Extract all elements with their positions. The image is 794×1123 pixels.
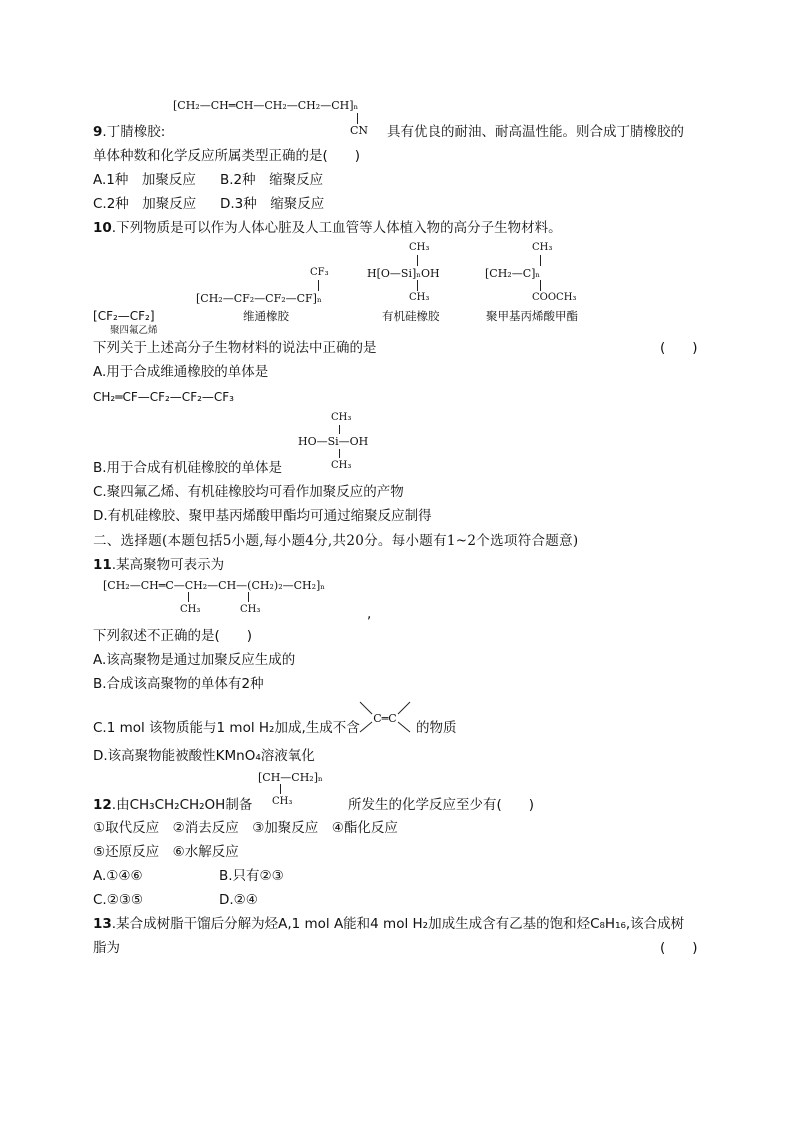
q11-substituent-1: CH₃ [180, 604, 201, 615]
pmma-bond-top [540, 255, 541, 266]
q12-number: 12 [93, 797, 112, 813]
q13-text: .某合成树脂干馏后分解为烃A,1 mol A能和4 mol H₂加成生成含有乙基的饱和烃C₈H₁₆,该合成树 [111, 916, 685, 932]
q10-stem [93, 222, 562, 236]
q12-option-c: C.②③⑤ [93, 892, 144, 908]
q9-polymer-formula: [CH₂—CH═CH—CH₂—CH₂—CH]ₙ [173, 99, 359, 112]
q9-text-b: 具有优良的耐油、耐高温性能。则合成丁腈橡胶的 [387, 124, 684, 140]
q9-bond-line [357, 113, 358, 124]
pmma-bottom-group: COOCH₃ [532, 292, 577, 303]
q10-option-d: D.有机硅橡胶、聚甲基丙烯酸甲酯均可通过缩聚反应制得 [93, 508, 432, 524]
q11-option-d: D.该高聚物能被酸性KMnO₄溶液氧化 [93, 748, 315, 764]
q11-number: 11 [93, 557, 112, 573]
q9-option-d: D.3种 缩聚反应 [220, 196, 325, 212]
q12-option-d: D.②④ [219, 892, 258, 908]
q13-stem [93, 918, 684, 932]
q9-polymer-substituent: CN [350, 124, 369, 137]
q9-option-c: C.2种 加聚反应 [93, 196, 197, 212]
q10-option-a: A.用于合成维通橡胶的单体是 [93, 364, 269, 380]
q9-text-c: 单体种数和化学反应所属类型正确的是( ) [93, 148, 361, 164]
q12-option-b: B.只有②③ [219, 868, 284, 884]
section-2-heading: 二、选择题(本题包括5小题,每小题4分,共20分。每小题有1~2个选项符合题意) [93, 533, 579, 549]
q12-text-a: .由CH₃CH₂CH₂OH制备 [111, 797, 253, 813]
silicone-top-group: CH₃ [409, 242, 430, 253]
q12-option-a: A.①④⑥ [93, 868, 143, 884]
q10-option-b-bottom-group: CH₃ [331, 460, 352, 471]
pmma-formula: [CH₂—C]ₙ [485, 267, 541, 280]
q13-answer-paren: ( ) [660, 940, 698, 956]
q12-reactions-line2: ⑤还原反应 ⑥水解反应 [93, 844, 239, 860]
viton-top-group: CF₃ [310, 267, 329, 278]
c-equals-c-label: C═C [373, 712, 397, 725]
q9-text-a: .丁腈橡胶: [102, 124, 166, 140]
silicone-bottom-group: CH₃ [409, 292, 430, 303]
silicone-bond-bottom [417, 280, 418, 291]
q10-text: .下列物质是可以作为人体心脏及人工血管等人体植入物的高分子生物材料。 [111, 220, 562, 236]
q11-question: 下列叙述不正确的是( ) [93, 628, 253, 644]
pmma-bond-bottom [540, 280, 541, 291]
q10-option-b-bond-top [339, 425, 340, 434]
q12-reactions-line1: ①取代反应 ②消去反应 ③加聚反应 ④酯化反应 [93, 820, 398, 836]
q11-option-c-part2: 的物质 [416, 720, 457, 736]
silicone-formula: H[O—Si]ₙOH [367, 267, 440, 280]
q11-bond-line-2 [248, 592, 249, 602]
q13-text-continued: 脂为 [93, 940, 120, 956]
q11-option-a: A.该高聚物是通过加聚反应生成的 [93, 652, 296, 668]
q13-number: 13 [93, 916, 112, 932]
pmma-name: 聚甲基丙烯酸甲酯 [486, 309, 578, 323]
q11-substituent-2: CH₃ [240, 604, 261, 615]
q12-polymer-substituent: CH₃ [272, 796, 293, 807]
q11-comma: , [367, 606, 372, 622]
viton-bond-line [318, 280, 319, 291]
silicone-bond-top [417, 255, 418, 266]
q10-question: 下列关于上述高分子生物材料的说法中正确的是 [93, 340, 377, 356]
viton-name: 维通橡胶 [243, 309, 289, 323]
q10-option-b: B.用于合成有机硅橡胶的单体是 [93, 460, 283, 476]
q11-text: .某高聚物可表示为 [111, 557, 225, 573]
ptfe-formula: [CF₂—CF₂] [93, 309, 155, 323]
q10-option-c: C.聚四氟乙烯、有机硅橡胶均可看作加聚反应的产物 [93, 484, 404, 500]
silicone-name: 有机硅橡胶 [382, 309, 440, 323]
q9-stem [93, 126, 165, 140]
q11-polymer-formula: [CH₂—CH═C—CH₂—CH—(CH₂)₂—CH₂]ₙ [103, 579, 326, 592]
q11-bond-line-1 [188, 592, 189, 602]
q10-option-a-formula: CH₂═CF—CF₂—CF₂—CF₃ [93, 390, 234, 404]
q10-option-b-top-group: CH₃ [331, 412, 352, 423]
q11-stem [93, 559, 224, 573]
q10-option-b-formula: HO—Si—OH [298, 435, 369, 448]
q11-option-c-part1: C.1 mol 该物质能与1 mol H₂加成,生成不含 [93, 720, 360, 736]
q9-number: 9 [93, 124, 103, 140]
q12-text-b: 所发生的化学反应至少有( ) [348, 797, 535, 813]
q12-stem [93, 799, 252, 813]
q10-number: 10 [93, 220, 112, 236]
q11-option-b: B.合成该高聚物的单体有2种 [93, 676, 264, 692]
q9-option-b: B.2种 缩聚反应 [220, 172, 324, 188]
q10-answer-paren: ( ) [660, 340, 698, 356]
pmma-top-group: CH₃ [532, 242, 553, 253]
carbon-double-bond-structure [358, 700, 412, 740]
ptfe-name: 聚四氟乙烯 [110, 325, 158, 336]
q9-option-a: A.1种 加聚反应 [93, 172, 196, 188]
q12-polymer-formula: [CH—CH₂]ₙ [258, 771, 323, 784]
q12-bond-line [280, 784, 281, 794]
q10-option-b-bond-bottom [339, 449, 340, 458]
viton-formula: [CH₂—CF₂—CF₂—CF]ₙ [196, 292, 322, 305]
